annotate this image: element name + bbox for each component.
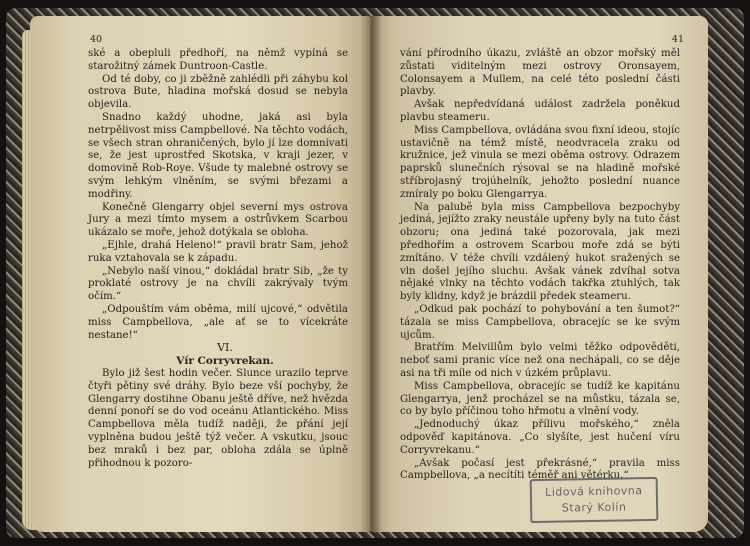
page-number-left: 40 xyxy=(90,34,103,45)
book-gutter xyxy=(360,16,382,532)
paragraph: ské a obepluli předhoří, na němž vypíná se starožitný zámek Duntroon-Castle. xyxy=(88,48,348,72)
paragraph: „Ejhle, drahá Heleno!“ pravil bratr Sam, jehož ruka vztahovala se k západu. xyxy=(88,239,348,264)
paragraph: vání přírodního úkazu, zvláště an obzor mořský měl zůstati viditelným mezi ostrovy Oronsayem, Colonsayem a Mullem, na celé této poslední části plavby. xyxy=(400,48,680,98)
right-page-text xyxy=(400,48,680,483)
chapter-title: Vír Corryvrekan. xyxy=(176,355,274,368)
paragraph: Snadno každý uhodne, jaká asi byla netrpělivost miss Campbellové. Na těchto vodách, se všech stran ohraničených, bylo jí lze domnívati se, že jest uprostřed Skotska, v kraji jezer, v domovině Rob-Roye. Všude ty malebné ostrovy se svým lehkým vlněním, se svými březami a modřiny. xyxy=(88,111,348,200)
paragraph: Bylo již šest hodin večer. Slunce urazilo teprve čtyři pětiny své dráhy. Bylo beze vší pochyby, že Glengarry dostihne Obanu ještě dříve, než hvězda denní ponoří se do vod oceánu Atlantického. Miss Campbellova měla tudíž naději, že přání její vyplněna budou ještě týž večer. A vskutku, jsouc bez mraků i bez par, obloha zdála se úplně přihodnou k pozoro- xyxy=(88,367,348,469)
paragraph: Od té doby, co ji zběžně zahlédli při záhybu kol ostrova Bute, hladina mořská dosud se nebyla objevila. xyxy=(88,73,348,111)
stamp-line-2: Starý Kolín xyxy=(561,500,627,515)
paragraph: Avšak nepředvídaná událost zadržela poněkud plavbu steameru. xyxy=(400,99,680,123)
paragraph: Konečně Glengarry objel severní mys ostrova Jury a mezi tímto mysem a ostrůvkem Scarbou ukázalo se moře, jehož dotýkala se obloha. xyxy=(88,201,348,239)
paragraph: Miss Campbellova, ovládána svou fixní ideou, stojíc ustavičně na témž místě, neodvracela zraku od kružnice, jež vinula se mezi oběma ostrovy. Odrazem paprsků slunečních rýsoval se na hladině mořské stříbrojasný trojúhelník, jehožto poslední nuance zmíraly po boku Glengarrya. xyxy=(400,124,680,200)
paragraph: „Jednoduchý úkaz přílivu mořského,“ zněla odpověď kapitánova. „Co slyšíte, jest hučení víru Corryvrekanu.“ xyxy=(400,419,680,456)
paragraph: „Nebylo naší vinou,“ dokládal bratr Sib, „že ty proklaté ostrovy je na chvíli zakrývaly tvým očím.“ xyxy=(88,265,348,303)
left-page-text xyxy=(88,48,348,470)
page-number-right: 41 xyxy=(671,34,684,45)
chapter-number: VI. xyxy=(217,341,233,355)
paragraph: „Odkud pak pochází to pohybování a ten šumot?“ tázala se miss Campbellova, obracejíc se ke svým ujcům. xyxy=(400,303,680,341)
paragraph: Bratřím Melvillům bylo velmi těžko odpověděti, neboť sami pranic více než ona nechápali, co se děje asi na tři míle od nich v úzkém průplavu. xyxy=(400,342,680,379)
left-page xyxy=(30,16,370,532)
paragraph: „Avšak počasí jest překrásné,“ pravila miss Campbellova, „a necítíti téměř ani větérku.“ xyxy=(400,457,680,482)
paragraph: Na palubě byla miss Campbellova bezpochyby jediná, jejížto zraky neustále upřeny byly na tuto část obzoru; ona jediná také pozorovala, jak mezi předhořím a ostrovem Scarbou moře zdá se býti zmítáno. V téže chvíli vzdálený hukot sražených se vln došel jejího sluchu. Avšak vánek zdvíhal sotva nějaké vlnky na těchto vodách takřka ztuhlých, tak byly klidny, když je brázdil předek steameru. xyxy=(400,201,680,303)
paragraph: „Odpouštím vám oběma, milí ujcové,“ odvětila miss Campbellova, „ale ať se to vícekráte nestane!“ xyxy=(88,303,348,341)
stamp-line-1: Lidová knihovna xyxy=(545,484,643,499)
paragraph: Miss Campbellova, obracejíc se tudíž ke kapitánu Glengarrya, jenž procházel se na můstku, tázala se, co by bylo příčinou toho hřmotu a vlnění vody. xyxy=(400,380,680,418)
right-page xyxy=(370,16,708,532)
library-stamp xyxy=(530,477,659,523)
